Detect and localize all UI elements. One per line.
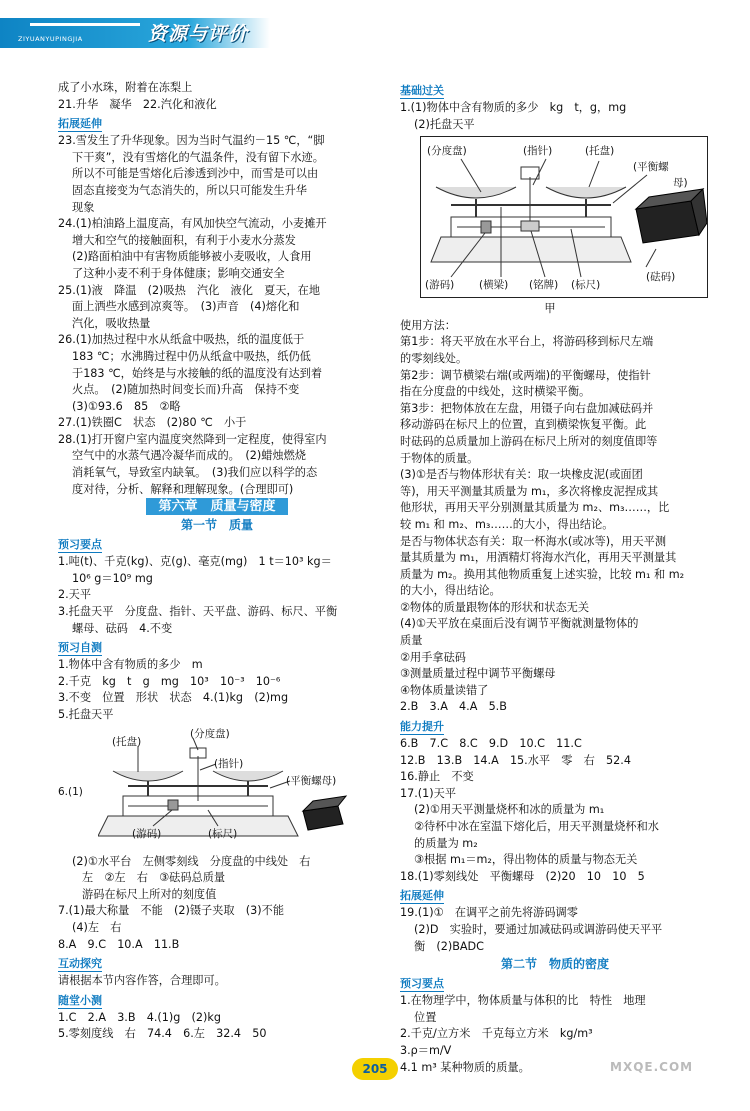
answer-line: 游码在标尺上所对的刻度值	[82, 887, 217, 901]
section-heading: 能力提升	[400, 720, 444, 734]
answer-line: (2)①用天平测量烧杯和冰的质量为 m₁	[414, 803, 605, 817]
label-fama: (砝码)	[646, 271, 676, 284]
answer-line: 23.雪发生了升华现象。因为当时气温约－15 ℃，“脚	[58, 134, 325, 148]
label-tuopan: (托盘)	[112, 735, 142, 748]
section-title: 第二节 物质的密度	[500, 957, 609, 972]
label-youma: (游码)	[132, 827, 162, 840]
answer-line: 固态直接变为气态消失的，所以只可能发生升华	[72, 183, 307, 197]
answer-line: 21.升华 凝华 22.汽化和液化	[58, 97, 217, 111]
answer-line: 使用方法：	[400, 318, 456, 332]
answer-line: 183 ℃；水沸腾过程中仍从纸盒中吸热，纸仍低	[72, 349, 311, 363]
answer-line: 质量	[400, 634, 423, 648]
section-heading: 随堂小测	[58, 993, 102, 1007]
answer-line: ③测量质量过程中调节平衡螺母	[400, 667, 556, 681]
answer-line: 汽化，吸收热量	[72, 316, 151, 330]
answer-line: 移动游码在标尺上的位置，直到横梁恢复平衡。此	[400, 418, 647, 432]
answer-line: 所以不可能是雪熔化后渗透到沙中，而雪是可以由	[72, 167, 319, 181]
watermark: MXQE.COM	[610, 1060, 694, 1074]
balance-diagram-large	[420, 136, 708, 298]
answer-line: ③根据 m₁＝m₂，得出物体的质量与物态无关	[414, 853, 638, 867]
answer-line: 位置	[414, 1010, 437, 1024]
chapter-title	[58, 498, 376, 516]
answer-line: 1.在物理学中，物体质量与体积的比 特性 地理	[400, 994, 646, 1008]
answer-line: 他形状，再用天平分别测量其质量为 m₂、m₃……，比	[400, 501, 670, 515]
answer-line: ②待杯中冰在室温下熔化后，用天平测量烧杯和水	[414, 820, 659, 833]
label-zhizhen: (指针)	[523, 145, 553, 158]
section-heading: 预习自测	[58, 641, 102, 655]
label-zhizhen: (指针)	[214, 757, 244, 770]
answer-line: 现象	[72, 200, 95, 214]
section-heading: 互动探究	[58, 957, 102, 971]
label-pingheng-2: 母)	[673, 177, 688, 190]
answer-line: (2)路面柏油中有害物质能够被小麦吸收，人食用	[72, 250, 312, 264]
section-title: 第一节 质量	[180, 518, 253, 533]
answer-line: (2)托盘天平	[414, 117, 475, 131]
answer-line: 时砝码的总质量加上游码在标尺上所对的刻度值即等	[400, 434, 658, 448]
answer-line: 1.吨(t)、千克(kg)、克(g)、毫克(mg) 1 t＝10³ kg＝	[58, 555, 332, 569]
answer-line: 8.A 9.C 10.A 11.B	[58, 937, 180, 951]
header-arrow	[30, 23, 140, 26]
answer-line: 26.(1)加热过程中水从纸盒中吸热，纸的温度低于	[58, 333, 305, 347]
answer-line: 度对待，分析、解释和理解现象。(合理即可)	[72, 482, 294, 496]
answer-line: 6.B 7.C 8.C 9.D 10.C 11.C	[400, 737, 582, 751]
answer-line: 较 m₁ 和 m₂、m₃……的大小，得出结论。	[400, 517, 614, 531]
answer-line: (2)①水平台 左侧零刻线 分度盘的中线处 右	[72, 854, 311, 868]
answer-line: 2.天平	[58, 588, 92, 602]
answer-line: 于183 ℃，始终是与水接触的纸的温度没有达到着	[72, 366, 323, 380]
answer-line: 增大和空气的接触面积，有利于小麦水分蒸发	[72, 233, 296, 247]
figure-caption: 甲	[544, 302, 556, 316]
label-biaochi: (标尺)	[571, 279, 601, 292]
answer-line: 成了小水珠，附着在冻梨上	[58, 81, 193, 94]
answer-line: 面上洒些水感到凉爽等。 (3)声音 (4)熔化和	[72, 300, 300, 314]
label-pingheng: (平衡螺	[633, 161, 669, 174]
answer-line: ②物体的质量跟物体的形状和状态无关	[400, 600, 590, 614]
answer-line: 下干爽”，没有雪熔化的气温条件，没有留下水迹。	[72, 150, 324, 164]
section-heading: 基础过关	[400, 84, 444, 97]
answer-line: 质量为 m₂。换用其他物质重复上述实验，比较 m₁ 和 m₂	[400, 567, 685, 581]
answer-line: 等)，用天平测量其质量为 m₁，多次将橡皮泥捏成其	[400, 484, 659, 498]
answer-line: 1.C 2.A 3.B 4.(1)g (2)kg	[58, 1010, 221, 1024]
answer-line: 4.1 m³ 某种物质的质量。	[400, 1060, 530, 1074]
answer-line: 24.(1)柏油路上温度高，有风加快空气流动，小麦摊开	[58, 217, 327, 231]
answer-line: (4)左 右	[72, 920, 122, 934]
chapter-title-text: 第六章 质量与密度	[146, 498, 287, 515]
answer-line: 12.B 13.B 14.A 15.水平 零 右 52.4	[400, 753, 631, 767]
answer-line: 3.不变 位置 形状 状态 4.(1)kg (2)mg	[58, 691, 289, 705]
answer-line: ②用手拿砝码	[400, 650, 466, 664]
section-heading: 拓展延伸	[400, 889, 444, 903]
answer-line: 17.(1)天平	[400, 786, 457, 800]
answer-line: 第3步：把物体放在左盘，用镊子向右盘加减砝码并	[400, 401, 654, 415]
label-mingpai: (铭牌)	[529, 279, 559, 292]
label-fendupan: (分度盘)	[427, 145, 467, 158]
label-biaochi: (标尺)	[208, 827, 238, 840]
answer-line: (3)①是否与物体形状有关：取一块橡皮泥(或面团	[400, 468, 643, 482]
answer-line: 的质量为 m₂	[414, 836, 478, 850]
answer-line: 7.(1)最大称量 不能 (2)镊子夹取 (3)不能	[58, 904, 285, 918]
label-tuopan: (托盘)	[585, 145, 615, 158]
answer-line: ④物体质量读错了	[400, 683, 489, 697]
answer-line: 的零刻线处。	[400, 351, 468, 365]
label-pingheng: (平衡螺母)	[286, 774, 337, 787]
label-hengliang: (横梁)	[479, 279, 509, 292]
answer-line: 2.B 3.A 4.A 5.B	[400, 700, 507, 714]
answer-line: 5.托盘天平	[58, 708, 114, 721]
answer-line: 25.(1)液 降温 (2)吸热 汽化 液化 夏天，在地	[58, 283, 321, 297]
answer-line: 请根据本节内容作答，合理即可。	[58, 974, 226, 988]
answer-line: 10⁶ g＝10⁹ mg	[72, 571, 153, 585]
header-title: 资源与评价	[148, 23, 249, 45]
answer-line: 3.托盘天平 分度盘、指针、天平盘、游码、标尺、平衡	[58, 605, 338, 619]
answer-line: 量其质量为 m₁，用酒精灯将海水汽化，再用天平测量其	[400, 551, 677, 565]
left-column	[58, 80, 376, 1043]
header-pinyin: ZIYUANYUPINGJIA	[18, 35, 83, 43]
answer-line: 2.千克 kg t g mg 10³ 10⁻³ 10⁻⁶	[58, 674, 281, 688]
answer-line: 2.千克/立方米 千克每立方米 kg/m³	[400, 1027, 593, 1041]
balance-diagram	[98, 726, 348, 846]
answer-line: 左 ②左 右 ③砝码总质量	[82, 871, 226, 885]
section-heading: 预习要点	[400, 977, 444, 991]
answer-line: 的大小，得出结论。	[400, 584, 501, 598]
answer-line: 27.(1)铁圈C 状态 (2)80 ℃ 小于	[58, 416, 247, 430]
answer-line: 了这种小麦不利于身体健康；影响交通安全	[72, 266, 285, 280]
answer-line: 是否与物体状态有关：取一杯海水(或冰等)，用天平测	[400, 534, 667, 548]
figure-number: 6.(1)	[58, 785, 83, 798]
label-youma: (游码)	[425, 279, 455, 292]
answer-line: 16.静止 不变	[400, 770, 474, 784]
figure-balance-small	[58, 726, 376, 854]
section-heading: 预习要点	[58, 538, 102, 552]
answer-line: (3)①93.6 85 ②略	[72, 399, 181, 413]
page-number: 205	[352, 1058, 398, 1080]
answer-line: 火点。 (2)随加热时间变长而)升高 保持不变	[72, 383, 300, 397]
answer-line: 螺母、砝码 4.不变	[72, 621, 173, 635]
answer-line: 于物体的质量。	[400, 451, 479, 465]
answer-line: 28.(1)打开窗户室内温度突然降到一定程度，使得室内	[58, 432, 327, 446]
answer-line: 第1步：将天平放在水平台上，将游码移到标尺左端	[400, 335, 654, 349]
answer-line: 3.ρ＝m/V	[400, 1043, 452, 1057]
answer-line: 消耗氧气，导致室内缺氧。 (3)我们应以科学的态	[72, 466, 318, 480]
page-header	[0, 0, 750, 58]
label-fendupan: (分度盘)	[190, 727, 230, 740]
answer-line: (4)①天平放在桌面后没有调节平衡就测量物体的	[400, 617, 639, 631]
answer-line: 衡 (2)BADC	[414, 939, 484, 953]
section-heading: 拓展延伸	[58, 117, 102, 131]
answer-line: 1.物体中含有物质的多少 m	[58, 658, 203, 672]
answer-line: 第2步：调节横梁右端(或两端)的平衡螺母，使指针	[400, 368, 651, 382]
right-column	[400, 80, 710, 1076]
answer-line: 空气中的水蒸气遇冷凝华而成的。 (2)蜡烛燃烧	[72, 449, 306, 463]
answer-line: 5.零刻度线 右 74.4 6.左 32.4 50	[58, 1027, 267, 1041]
answer-line: 18.(1)零刻线处 平衡螺母 (2)20 10 10 5	[400, 869, 645, 883]
answer-line: (2)D 实验时，要通过加减砝码或调游码使天平平	[414, 922, 663, 936]
answer-line: 19.(1)① 在调平之前先将游码调零	[400, 906, 578, 920]
answer-line: 指在分度盘的中线处，这时横梁平衡。	[400, 385, 591, 399]
answer-line: 1.(1)物体中含有物质的多少 kg t，g，mg	[400, 101, 627, 114]
